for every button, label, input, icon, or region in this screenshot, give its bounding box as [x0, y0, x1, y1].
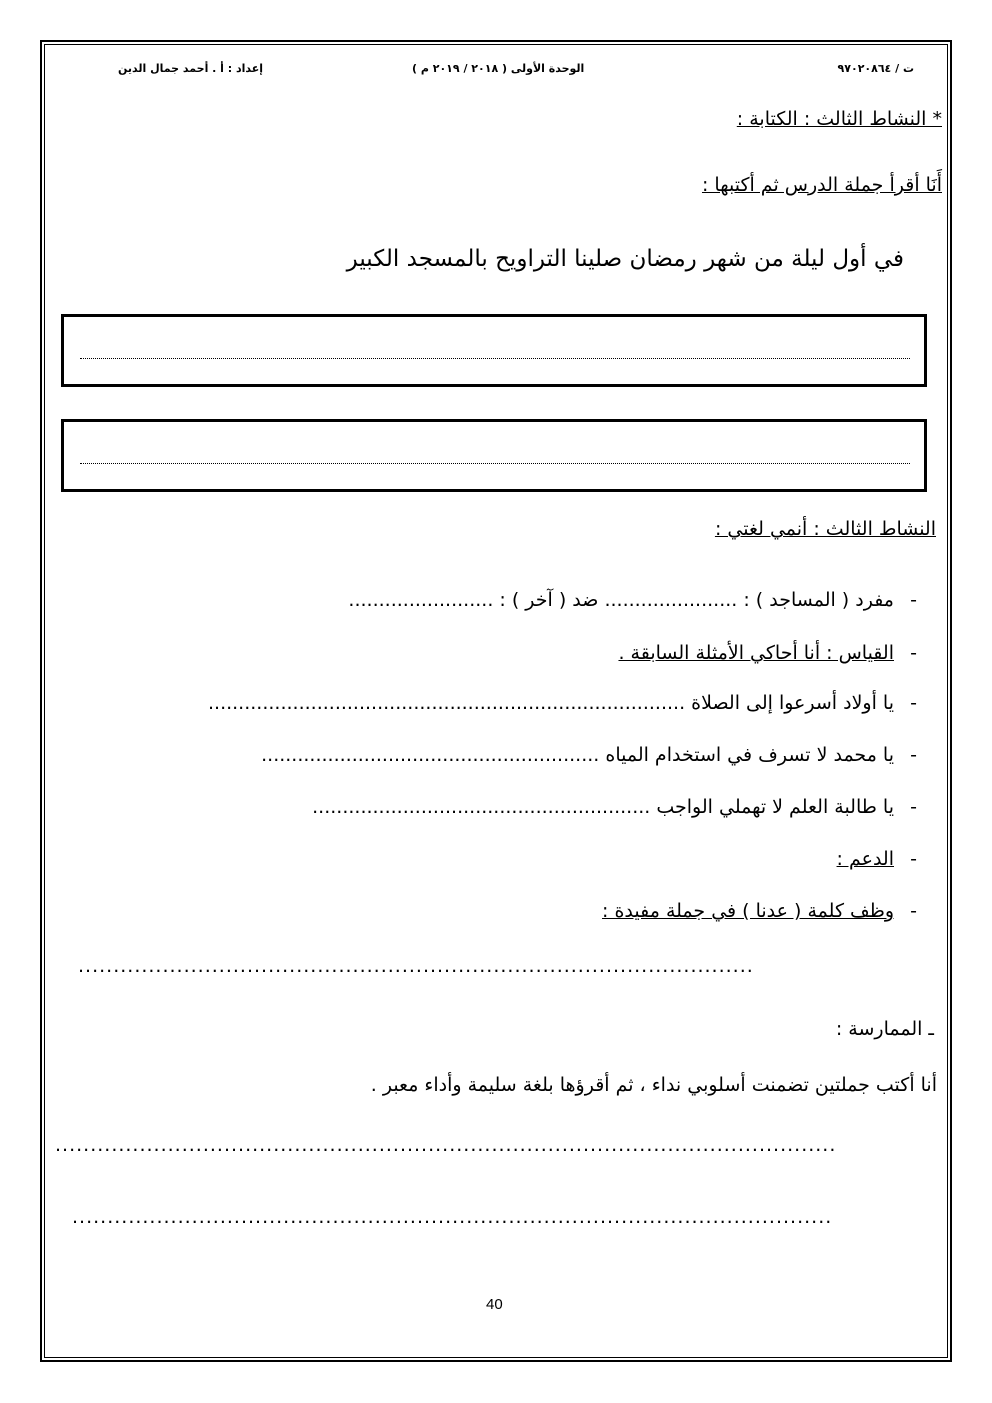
- lesson-sentence: في أول ليلة من شهر رمضان صلينا التراويح بالمسجد الكبير: [346, 246, 904, 272]
- singular-antonym-item: مفرد ( المساجد ) : ...................... ضد ( آخر ) : ........................: [348, 589, 894, 611]
- analogy-item: القياس : أنا أحاكي الأمثلة السابقة .: [618, 642, 894, 664]
- writing-instruction: أَنَا أقرأ جملة الدرس ثم أكتبها :: [701, 174, 942, 196]
- writing-line-2: [80, 463, 910, 464]
- page-number: 40: [486, 1296, 503, 1313]
- use-word-answer-line[interactable]: ................................................................................................: [78, 955, 754, 977]
- vocative-example-1: يا أولاد أسرعوا إلى الصلاة ...............................................................................: [207, 692, 894, 714]
- writing-box-1[interactable]: [61, 314, 927, 387]
- writing-box-2[interactable]: [61, 419, 927, 492]
- header-phone: ت / ٩٧٠٢٠٨٦٤: [837, 62, 914, 75]
- list-item-bullet: -: [910, 692, 917, 714]
- list-item-bullet: -: [910, 900, 917, 922]
- header-unit: الوحدة الأولى ( ٢٠١٨ / ٢٠١٩ م ): [412, 62, 585, 75]
- header-author: إعداد : أ . أحمد جمال الدين: [118, 62, 264, 75]
- vocative-example-2: يا محمد لا تسرف في استخدام المياه ........................................................: [261, 744, 894, 766]
- vocative-example-3: يا طالبة العلم لا تهملي الواجب ........................................................: [312, 796, 894, 818]
- list-item-bullet: -: [910, 589, 917, 611]
- list-item-bullet: -: [910, 796, 917, 818]
- language-activity-title: النشاط الثالث : أنمي لغتي :: [714, 518, 936, 540]
- list-item-bullet: -: [910, 848, 917, 870]
- practice-title: ـ الممارسة :: [835, 1018, 934, 1040]
- use-word-item: وظف كلمة ( عدنا ) في جملة مفيدة :: [602, 900, 894, 922]
- practice-answer-line-1[interactable]: ...............................................................................................................: [55, 1134, 837, 1156]
- list-item-bullet: -: [910, 744, 917, 766]
- writing-activity-title: * النشاط الثالث : الكتابة :: [736, 108, 942, 130]
- practice-instruction: أنا أكتب جملتين تضمنت أسلوبي نداء ، ثم أقرؤها بلغة سليمة وأداء معبر .: [370, 1074, 937, 1096]
- writing-line-1: [80, 358, 910, 359]
- list-item-bullet: -: [910, 642, 917, 664]
- practice-answer-line-2[interactable]: ............................................................................................................: [72, 1206, 833, 1228]
- support-item: الدعم :: [836, 848, 894, 870]
